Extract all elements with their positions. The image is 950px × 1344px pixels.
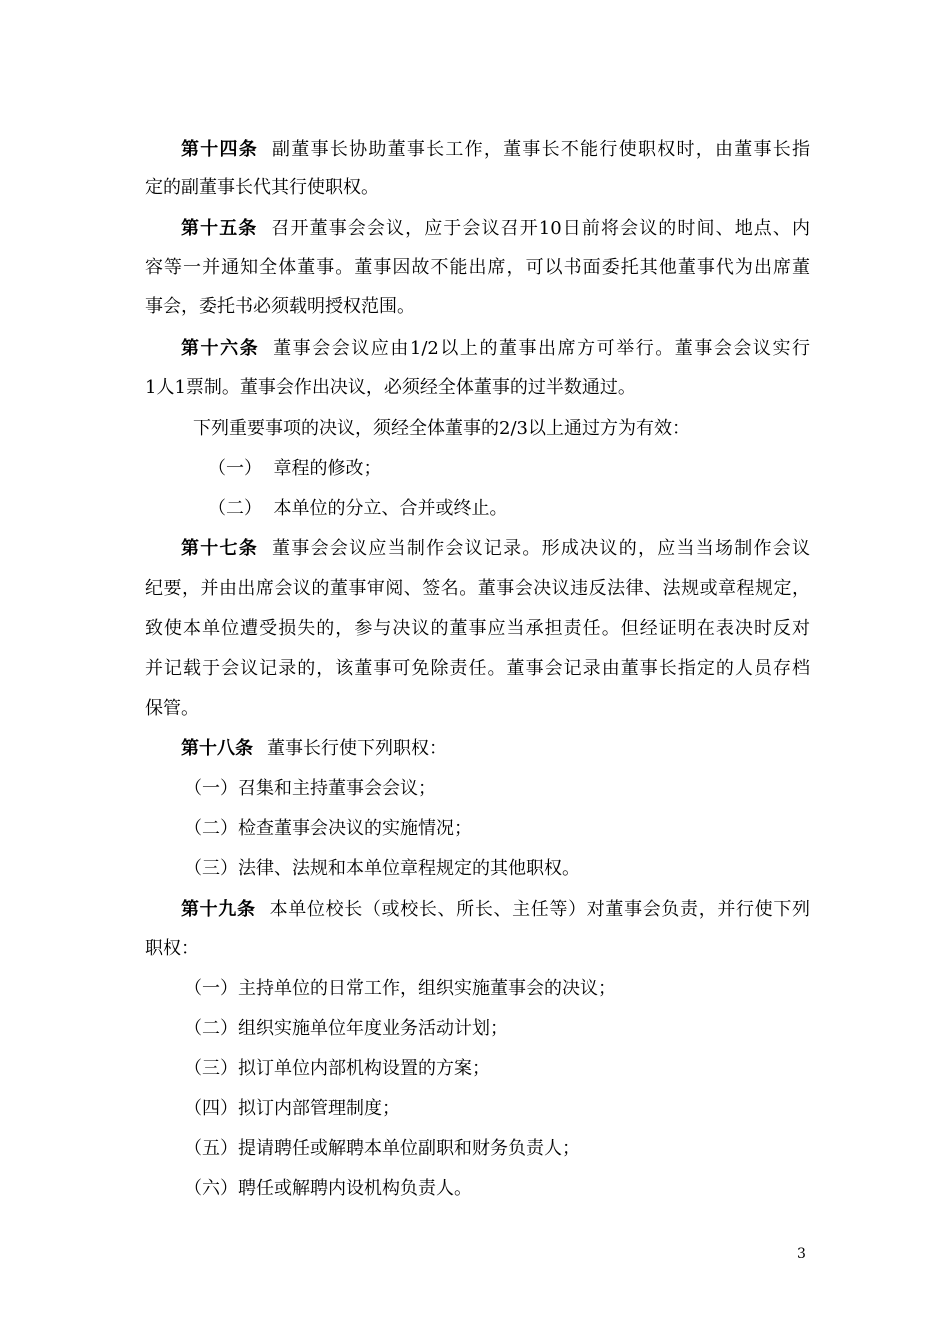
article-19-item-1: （一）主持单位的日常工作，组织实施董事会的决议； <box>184 978 616 999</box>
article-18-heading: 第十八条 <box>181 738 253 759</box>
article-16-item-2: （二） 本单位的分立、合并或终止。 <box>208 498 508 519</box>
article-16-heading: 第十六条 <box>181 338 260 359</box>
article-15-line-1 <box>181 217 810 241</box>
article-15-line-2: 容等一并通知全体董事。董事因故不能出席，可以书面委托其他董事代为出席董 <box>145 257 810 278</box>
article-19-item-5: （五）提请聘任或解聘本单位副职和财务负责人； <box>184 1138 580 1159</box>
article-17-line-5: 保管。 <box>145 698 199 719</box>
article-19-item-2: （二）组织实施单位年度业务活动计划； <box>184 1018 508 1039</box>
article-19-item-4: （四）拟订内部管理制度； <box>184 1098 400 1119</box>
article-16-line-2: 1人1票制。董事会作出决议，必须经全体董事的过半数通过。 <box>145 377 636 398</box>
article-18-item-3: （三）法律、法规和本单位章程规定的其他职权。 <box>184 858 580 879</box>
article-18-item-2: （二）检查董事会决议的实施情况； <box>184 818 472 839</box>
article-19-heading: 第十九条 <box>181 899 256 920</box>
article-16-item-1: （一） 章程的修改； <box>208 458 382 479</box>
article-18-line-1 <box>181 737 810 761</box>
page-number: 3 <box>797 1246 806 1262</box>
article-17-text: 董事会会议应当制作会议记录。形成决议的，应当当场制作会议 <box>272 538 811 559</box>
article-19-text: 本单位校长（或校长、所长、主任等）对董事会负责，并行使下列 <box>269 899 810 920</box>
article-15-heading: 第十五条 <box>181 218 258 239</box>
article-14-line-1 <box>181 138 810 162</box>
article-18-item-1: （一）召集和主持董事会会议； <box>184 778 436 799</box>
article-14-line-2: 定的副董事长代其行使职权。 <box>145 177 379 198</box>
article-19-item-6: （六）聘任或解聘内设机构负责人。 <box>184 1178 472 1199</box>
article-16-line-1 <box>181 337 810 361</box>
article-17-line-4: 并记载于会议记录的，该董事可免除责任。董事会记录由董事长指定的人员存档 <box>145 658 810 679</box>
article-19-line-1 <box>181 898 810 922</box>
article-17-heading: 第十七条 <box>181 538 259 559</box>
article-15-line-3: 事会，委托书必须载明授权范围。 <box>145 296 415 317</box>
article-17-line-3: 致使本单位遭受损失的，参与决议的董事应当承担责任。但经证明在表决时反对 <box>145 618 810 639</box>
article-14-heading: 第十四条 <box>181 139 259 160</box>
article-16-text: 董事会会议应由1/2以上的董事出席方可举行。董事会会议实行 <box>273 338 811 359</box>
article-17-line-1 <box>181 537 810 561</box>
article-17-line-2: 纪要，并由出席会议的董事审阅、签名。董事会决议违反法律、法规或章程规定， <box>145 578 810 599</box>
article-15-text: 召开董事会会议，应于会议召开10日前将会议的时间、地点、内 <box>271 218 811 239</box>
article-14-text: 副董事长协助董事长工作，董事长不能行使职权时，由董事长指 <box>272 139 811 160</box>
article-19-line-2: 职权： <box>145 938 199 959</box>
article-18-text: 董事长行使下列职权： <box>267 738 447 759</box>
article-19-item-3: （三）拟订单位内部机构设置的方案； <box>184 1058 490 1079</box>
article-16-line-3: 下列重要事项的决议，须经全体董事的2/3以上通过方为有效： <box>193 418 690 439</box>
